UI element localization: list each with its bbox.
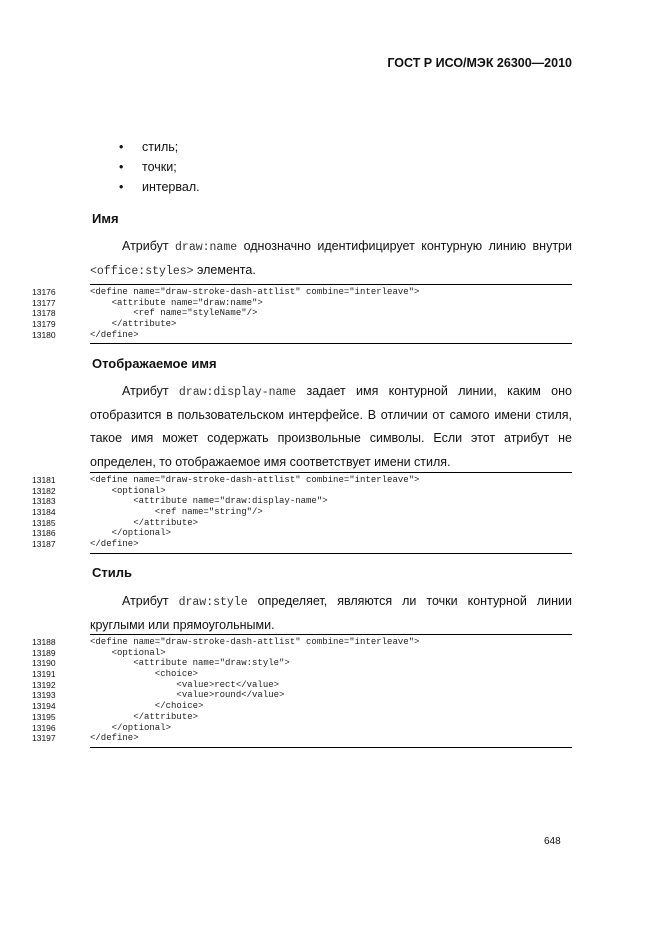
code-block-style [32, 634, 572, 748]
paragraph-style: Атрибут draw:style определяет, являются ли точки контурной линии круглыми или прямоугольными. [90, 594, 572, 632]
section-heading-display-name: Отображаемое имя [92, 356, 217, 371]
code-text: <optional> [90, 647, 166, 658]
code-text: <define name="draw-stroke-dash-attlist" combine="interleave"> [90, 637, 420, 647]
code-line [32, 528, 572, 539]
code-text: </optional> [90, 528, 172, 539]
code-line [32, 485, 572, 497]
code-line [32, 733, 572, 744]
line-number: 13197 [32, 733, 56, 744]
list-item: • стиль; [119, 137, 200, 157]
code-text: </choice> [90, 701, 204, 712]
bullet-glyph: • [119, 160, 124, 174]
code-text: </define> [90, 329, 139, 340]
code-line [32, 711, 572, 723]
bullet-glyph: • [119, 180, 124, 194]
line-number: 13183 [32, 496, 56, 507]
code-text: </attribute> [90, 319, 177, 330]
section-heading-style: Стиль [92, 565, 132, 580]
line-number: 13194 [32, 701, 56, 712]
code-line [32, 517, 572, 529]
code-text: </optional> [90, 722, 172, 733]
line-number: 13184 [32, 507, 56, 518]
code-line [32, 297, 572, 309]
bullet-list [119, 137, 200, 197]
code-line [32, 475, 572, 486]
line-number: 13179 [32, 319, 56, 330]
code-block-display-name [32, 472, 572, 554]
line-number: 13186 [32, 528, 56, 539]
code-text: <value>round</value> [90, 690, 285, 701]
code-text: <define name="draw-stroke-dash-attlist" combine="interleave"> [90, 475, 420, 485]
page-number: 648 [544, 836, 561, 847]
code-line [32, 722, 572, 734]
line-number: 13189 [32, 647, 56, 658]
paragraph-display-name: Атрибут draw:display-name задает имя контурной линии, каким оно отобразится в пользовательском интерфейсе. В отличии от самого имени стиля, такое имя может содержать произвольные символы. Если этот атрибут не определен, то отображаемое имя соответствует имени стиля. [90, 384, 572, 469]
code-text: </attribute> [90, 517, 199, 528]
code-line [32, 701, 572, 712]
line-number: 13187 [32, 539, 56, 550]
list-item: • интервал. [119, 177, 200, 197]
code-text: </define> [90, 539, 139, 550]
code-line [32, 637, 572, 648]
code-line [32, 658, 572, 669]
code-text: </attribute> [90, 711, 199, 722]
code-block-name [32, 284, 572, 344]
code-line [32, 690, 572, 701]
code-text: <attribute name="draw:name"> [90, 297, 263, 308]
code-text: <attribute name="draw:style"> [90, 658, 290, 669]
code-text: <optional> [90, 485, 166, 496]
code-text: <define name="draw-stroke-dash-attlist" combine="interleave"> [90, 287, 420, 297]
list-item: • точки; [119, 157, 200, 177]
code-line [32, 287, 572, 298]
code-line [32, 507, 572, 518]
code-text: <ref name="styleName"/> [90, 308, 258, 319]
code-line [32, 308, 572, 319]
document-header: ГОСТ Р ИСО/МЭК 26300—2010 [387, 56, 572, 70]
paragraph-name: Атрибут draw:name однозначно идентифицирует контурную линию внутри <office:styles> элемента. [90, 239, 572, 278]
code-text: <attribute name="draw:display-name"> [90, 496, 328, 507]
code-line [32, 679, 572, 691]
code-text: <choice> [90, 669, 199, 680]
line-number: 13180 [32, 329, 56, 340]
line-number: 13185 [32, 517, 56, 528]
code-line [32, 319, 572, 330]
code-line [32, 647, 572, 659]
line-number: 13177 [32, 297, 56, 308]
line-number: 13193 [32, 690, 56, 701]
code-line [32, 496, 572, 507]
code-line [32, 329, 572, 341]
code-text: </define> [90, 733, 139, 744]
line-number: 13192 [32, 679, 56, 690]
line-number: 13178 [32, 308, 56, 319]
line-number: 13176 [32, 287, 56, 297]
line-number: 13188 [32, 637, 56, 647]
code-line [32, 539, 572, 550]
line-number: 13181 [32, 475, 56, 485]
line-number: 13191 [32, 669, 56, 680]
code-line [32, 669, 572, 680]
line-number: 13190 [32, 658, 56, 669]
line-number: 13196 [32, 722, 56, 733]
line-number: 13182 [32, 485, 56, 496]
code-text: <ref name="string"/> [90, 507, 263, 518]
section-heading-name: Имя [92, 211, 119, 226]
bullet-glyph: • [119, 140, 124, 154]
code-text: <value>rect</value> [90, 679, 280, 690]
line-number: 13195 [32, 711, 56, 722]
